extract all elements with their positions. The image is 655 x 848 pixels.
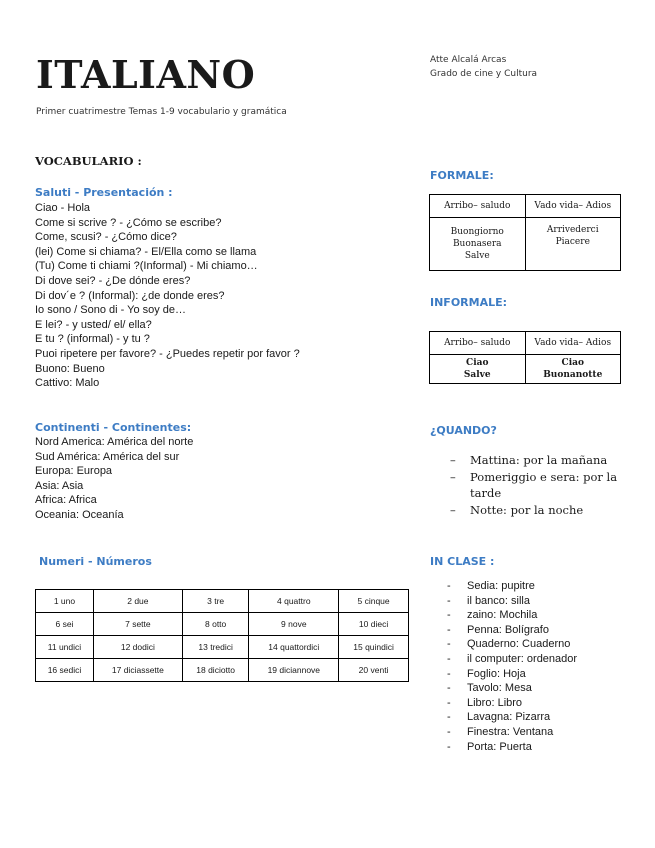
cell-item: Buongiorno (450, 227, 504, 237)
list-item: Come si scrive ? - ¿Cómo se escribe? (35, 216, 222, 229)
list-item: – Notte: por la noche (450, 502, 584, 517)
table-header-row (430, 195, 621, 218)
list-item: Puoi ripetere per favore? - ¿Puedes repetir por favor ? (35, 347, 300, 360)
table-cell: 17 diciassette (93, 659, 182, 682)
table-cell: 15 quindici (339, 636, 409, 659)
list-item: (Tu) Come ti chiami ?(Informal) - Mi chiamo… (35, 260, 258, 273)
informale-heading: INFORMALE: (430, 296, 508, 309)
table-cell: 11 undici (36, 636, 94, 659)
list-item: - zaino: Mochila (447, 609, 538, 622)
cell-item: Salve (464, 251, 490, 261)
list-item: Come, scusi? - ¿Cómo dice? (35, 231, 177, 244)
list-item: - Libro: Libro (447, 696, 523, 709)
author-name: Atte Alcalá Arcas (430, 55, 507, 65)
cell-item: Ciao (561, 358, 584, 368)
column-header: Vado vida– Adios (525, 195, 621, 218)
page-subtitle: Primer cuatrimestre Temas 1-9 vocabulario y gramática (36, 107, 287, 117)
vocabulario-heading: VOCABULARIO : (35, 154, 142, 168)
list-item: - Porta: Puerta (447, 740, 532, 753)
cell-item: Ciao (466, 358, 489, 368)
list-item: Buono: Bueno (35, 362, 105, 375)
table-cell: 10 dieci (339, 613, 409, 636)
table-header-row (430, 332, 621, 355)
quando-heading: ¿QUANDO? (430, 424, 497, 437)
table-row (430, 355, 621, 384)
table-cell: 4 quattro (249, 590, 339, 613)
list-item: Nord America: América del norte (35, 436, 194, 448)
list-item: Io sono / Sono di - Yo soy de… (35, 304, 187, 317)
table-cell: 19 diciannove (249, 659, 339, 682)
table-cell: 5 cinque (339, 590, 409, 613)
table-cell: 12 dodici (93, 636, 182, 659)
column-header: Vado vida– Adios (525, 332, 621, 355)
table-cell: 8 otto (182, 613, 249, 636)
cell-item: Piacere (555, 237, 590, 247)
in-clase-heading: IN CLASE : (430, 555, 495, 568)
table-cell: 6 sei (36, 613, 94, 636)
table-cell: 3 tre (182, 590, 249, 613)
table-cell: 13 tredici (182, 636, 249, 659)
table-cell (525, 355, 621, 384)
table-cell: 1 uno (36, 590, 94, 613)
informale-table (429, 331, 621, 384)
cell-item: Buonanotte (543, 370, 603, 380)
list-item: - il banco: silla (447, 594, 530, 607)
table-row (430, 218, 621, 271)
list-item: – Mattina: por la mañana (450, 453, 608, 467)
formale-table (429, 194, 621, 271)
table-cell: 16 sedici (36, 659, 94, 682)
table-cell: 14 quattordici (249, 636, 339, 659)
table-cell: 9 nove (249, 613, 339, 636)
table-cell (430, 218, 526, 271)
list-item: - Finestra: Ventana (447, 725, 554, 738)
list-item: Africa: Africa (35, 494, 97, 507)
list-item: Ciao - Hola (35, 202, 91, 214)
list-item: Sud América: América del sur (35, 450, 180, 463)
author-block (430, 53, 537, 81)
saluti-list (35, 201, 300, 391)
table-cell (525, 218, 621, 271)
quando-list (450, 452, 620, 518)
list-item: - Penna: Bolígrafo (447, 623, 549, 636)
cell-item: Buonasera (452, 239, 502, 249)
list-item: E lei? - y usted/ el/ ella? (35, 318, 152, 331)
list-item: Di dov´e ? (Informal): ¿de donde eres? (35, 289, 225, 302)
list-item: (lei) Come si chiama? - El/Ella como se llama (35, 245, 257, 258)
numeri-heading: Numeri - Números (39, 555, 152, 568)
formale-heading: FORMALE: (430, 169, 494, 182)
list-item: Cattivo: Malo (35, 377, 100, 390)
table-cell: 2 due (93, 590, 182, 613)
list-item: E tu ? (informal) - y tu ? (35, 333, 150, 346)
list-item: - Tavolo: Mesa (447, 682, 532, 695)
column-header: Arribo– saludo (430, 195, 526, 218)
table-cell: 20 venti (339, 659, 409, 682)
list-item: - Sedia: pupitre (447, 580, 535, 592)
cell-item: Arrivederci (546, 225, 599, 235)
cell-item: Salve (463, 370, 491, 380)
degree-name: Grado de cine y Cultura (430, 69, 538, 79)
table-row (36, 636, 409, 659)
table-cell: 18 diciotto (182, 659, 249, 682)
table-cell: 7 sette (93, 613, 182, 636)
table-row (36, 613, 409, 636)
list-item: Europa: Europa (35, 465, 113, 478)
list-item: - il computer: ordenador (447, 652, 578, 665)
continenti-heading: Continenti - Continentes: (35, 421, 192, 434)
list-item: Asia: Asia (35, 479, 84, 492)
saluti-heading: Saluti - Presentación : (35, 186, 173, 199)
list-item: – Pomeriggio e sera: por la tarde (450, 469, 618, 500)
column-header: Arribo– saludo (430, 332, 526, 355)
numeri-table (35, 589, 409, 682)
page-title: ITALIANO (36, 52, 256, 97)
table-cell (430, 355, 526, 384)
list-item: - Foglio: Hoja (447, 667, 526, 680)
table-row (36, 590, 409, 613)
list-item: Di dove sei? - ¿De dónde eres? (35, 274, 191, 287)
list-item: - Quaderno: Cuaderno (447, 638, 571, 651)
list-item: - Lavagna: Pizarra (447, 711, 551, 724)
in-clase-list (447, 579, 577, 754)
list-item: Oceania: Oceanía (35, 508, 124, 521)
continenti-list (35, 435, 193, 523)
table-row (36, 659, 409, 682)
